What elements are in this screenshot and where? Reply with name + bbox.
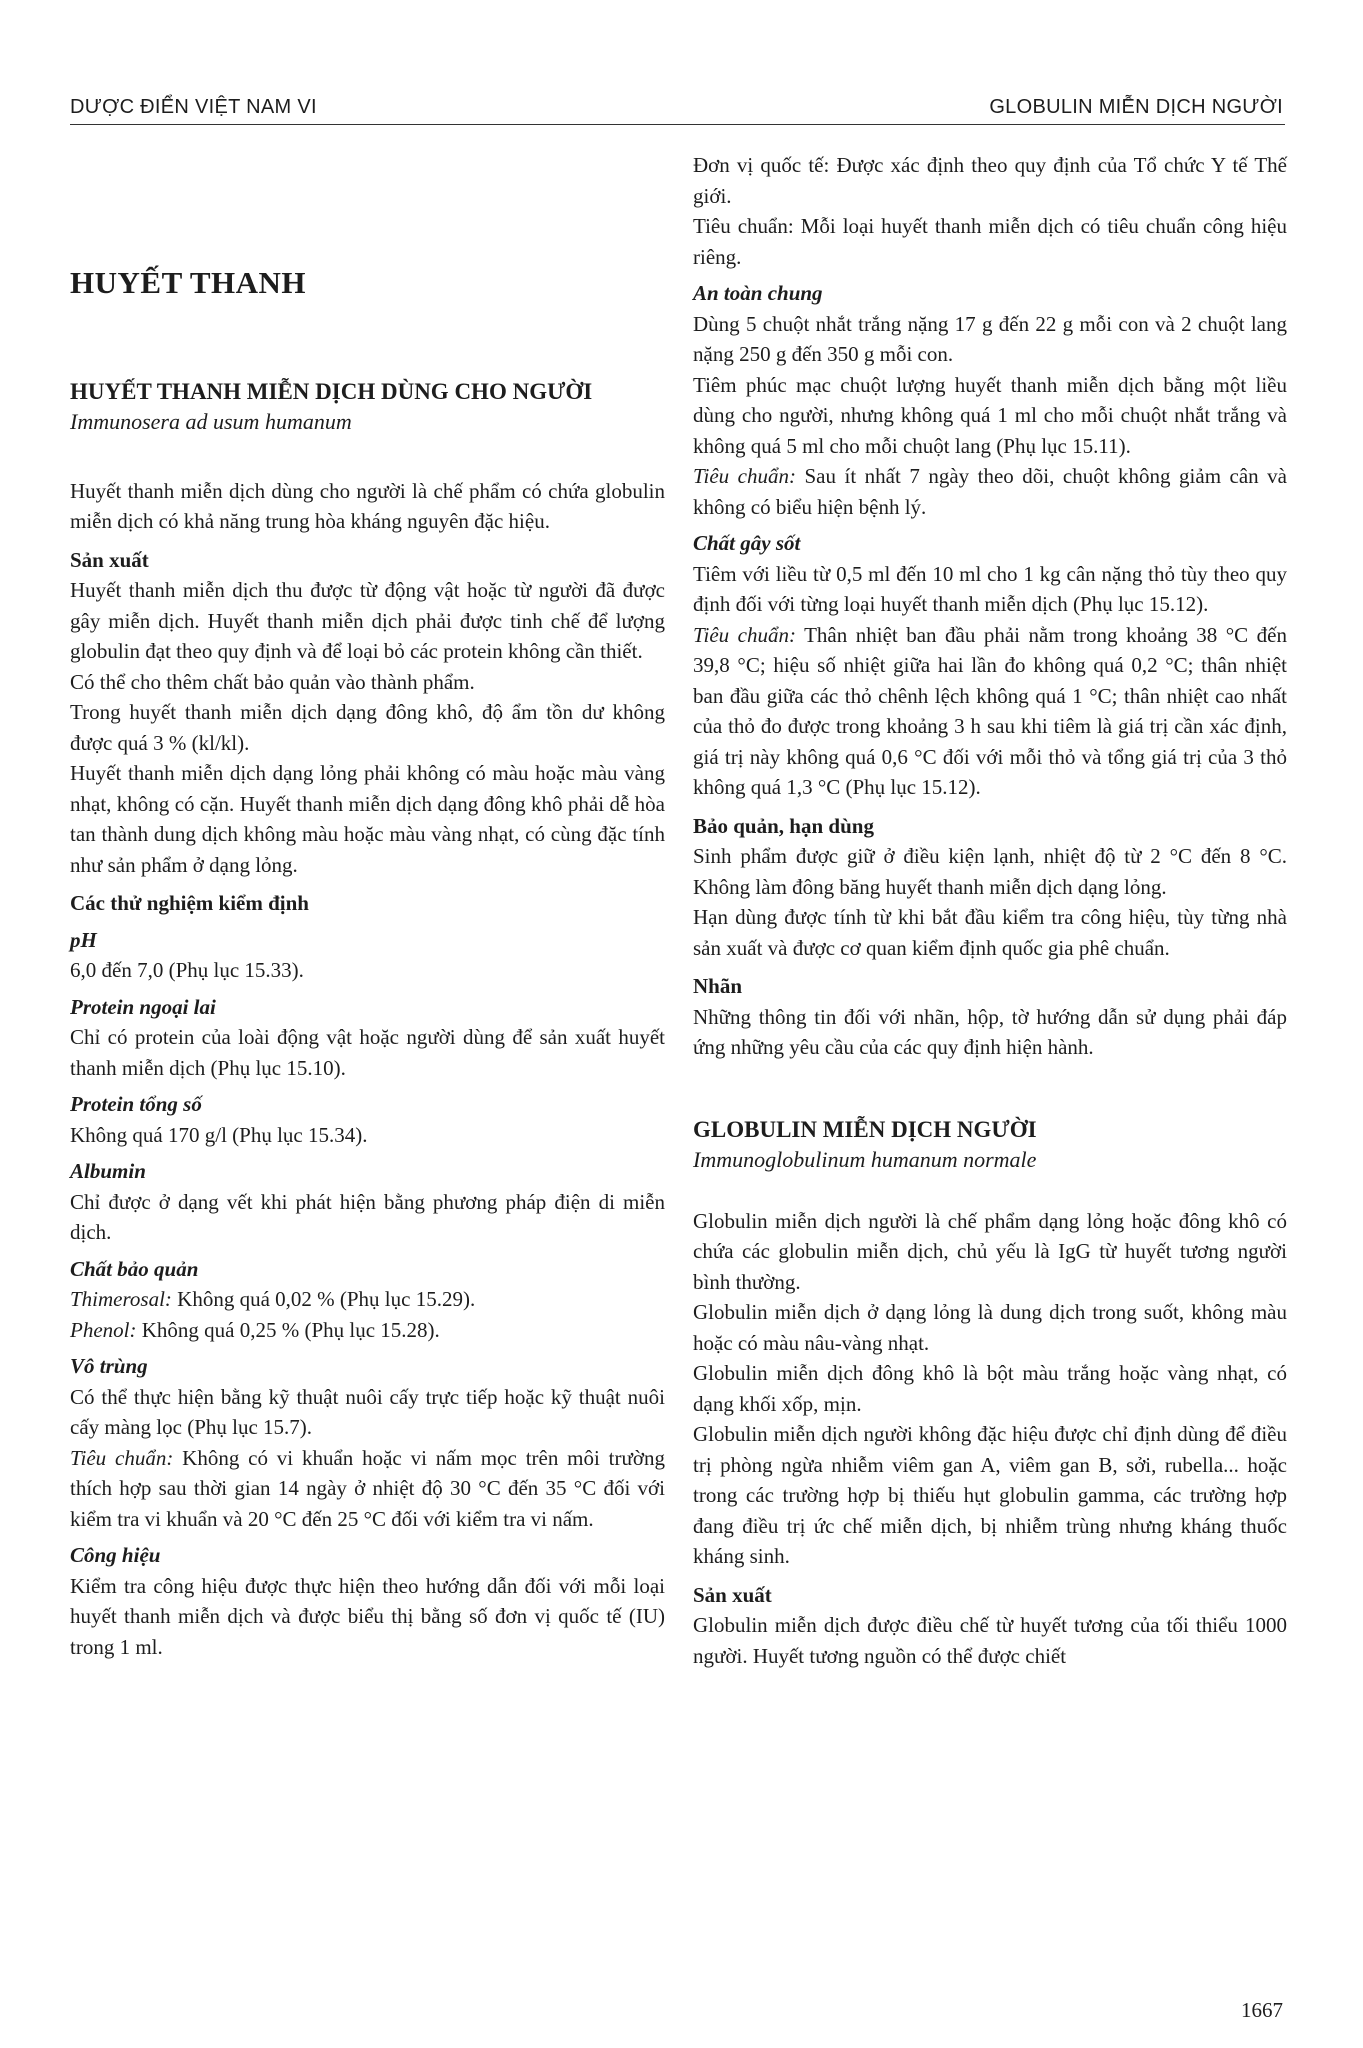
subheading-ph: pH [70, 927, 97, 952]
paragraph [693, 461, 1287, 522]
paragraph: Trong huyết thanh miễn dịch dạng đông khô, độ ẩm tồn dư không được quá 3 % (kl/kl). [70, 700, 665, 755]
subheading-an-toan-chung: An toàn chung [693, 281, 823, 305]
monograph-title: GLOBULIN MIỄN DỊCH NGƯỜI [693, 1116, 1037, 1142]
heading-nhan: Nhãn [693, 974, 743, 998]
inline-label: Tiêu chuẩn: [70, 1445, 174, 1470]
paragraph: Không quá 170 g/l (Phụ lục 15.34). [70, 1122, 368, 1147]
header-monograph-title: GLOBULIN MIỄN DỊCH NGƯỜI [989, 96, 1283, 118]
paragraph: Sinh phẩm được giữ ở điều kiện lạnh, nhiệt độ từ 2 °C đến 8 °C. Không làm đông băng huyết thanh miễn dịch dạng lỏng. [693, 844, 1287, 899]
subheading-vo-trung: Vô trùng [70, 1354, 148, 1378]
monograph-title: HUYẾT THANH MIỄN DỊCH DÙNG CHO NGƯỜI [70, 378, 593, 404]
left-column [70, 150, 665, 1662]
inline-text: Không có vi khuẩn hoặc vi nấm mọc trên môi trường thích hợp sau thời gian 14 ngày ở nhiệt độ 30 °C đến 35 °C đối với kiểm tra vi khuẩn và 20 °C đến 25 °C đối với kiểm tra vi nấm. [70, 1445, 665, 1531]
paragraph: Globulin miễn dịch người không đặc hiệu được chỉ định dùng để điều trị phòng ngừa nhiễm viêm gan A, viêm gan B, sởi, rubella... hoặc trong các trường hợp bị thiếu hụt globulin gamma, các trường hợp đang điều trị ức chế miễn dịch, bị nhiễm trùng nhưng kháng thuốc kháng sinh. [693, 1422, 1287, 1568]
paragraph: Globulin miễn dịch được điều chế từ huyết tương của tối thiểu 1000 người. Huyết tương nguồn có thể được chiết [693, 1613, 1287, 1668]
subheading-cong-hieu: Công hiệu [70, 1543, 161, 1567]
intro-paragraph: Huyết thanh miễn dịch dùng cho người là chế phẩm có chứa globulin miễn dịch có khả năng trung hòa kháng nguyên đặc hiệu. [70, 478, 665, 533]
paragraph [70, 1315, 665, 1346]
paragraph [70, 1443, 665, 1535]
section-title: HUYẾT THANH [70, 265, 307, 300]
inline-label: Tiêu chuẩn: [693, 622, 796, 647]
paragraph: Đơn vị quốc tế: Được xác định theo quy định của Tổ chức Y tế Thế giới. [693, 153, 1287, 208]
subheading-chat-gay-sot: Chất gây sốt [693, 531, 801, 555]
page-number: 1667 [1241, 1998, 1283, 2022]
heading-thu-nghiem: Các thử nghiệm kiểm định [70, 891, 309, 915]
right-column [693, 150, 1287, 1671]
paragraph: Có thể thực hiện bằng kỹ thuật nuôi cấy trực tiếp hoặc kỹ thuật nuôi cấy màng lọc (Phụ lục 15.7). [70, 1384, 665, 1439]
paragraph: Globulin miễn dịch đông khô là bột màu trắng hoặc vàng nhạt, có dạng khối xốp, mịn. [693, 1361, 1287, 1416]
paragraph: Tiêm với liều từ 0,5 ml đến 10 ml cho 1 kg cân nặng thỏ tùy theo quy định đối với từng loại huyết thanh miễn dịch (Phụ lục 15.12). [693, 561, 1287, 616]
paragraph: Tiêm phúc mạc chuột lượng huyết thanh miễn dịch bằng một liều dùng cho người, nhưng không quá 1 ml cho mỗi chuột nhắt trắng và không quá 5 ml cho mỗi chuột lang (Phụ lục 15.11). [693, 372, 1287, 458]
paragraph [70, 1284, 665, 1315]
paragraph: Kiểm tra công hiệu được thực hiện theo hướng dẫn đối với mỗi loại huyết thanh miễn dịch và được biểu thị bằng số đơn vị quốc tế (IU) trong 1 ml. [70, 1573, 665, 1659]
subheading-protein-ngoai-lai: Protein ngoại lai [70, 994, 216, 1019]
header-rule [70, 124, 1285, 125]
heading-bao-quan-han-dung: Bảo quản, hạn dùng [693, 813, 874, 838]
inline-label: Tiêu chuẩn: [693, 464, 796, 488]
paragraph: Globulin miễn dịch ở dạng lỏng là dung dịch trong suốt, không màu hoặc có màu nâu-vàng nhạt. [693, 1300, 1287, 1355]
inline-text: Sau ít nhất 7 ngày theo dõi, chuột không giảm cân và không có biểu hiện bệnh lý. [693, 464, 1287, 519]
paragraph: Hạn dùng được tính từ khi bắt đầu kiểm tra công hiệu, tùy từng nhà sản xuất và được cơ quan kiểm định quốc gia phê chuẩn. [693, 905, 1287, 960]
subheading-protein-tong-so: Protein tổng số [70, 1092, 202, 1116]
paragraph: Chỉ được ở dạng vết khi phát hiện bằng phương pháp điện di miễn dịch. [70, 1189, 665, 1244]
header-book-title: DƯỢC ĐIỂN VIỆT NAM VI [70, 96, 317, 118]
paragraph: Globulin miễn dịch người là chế phẩm dạng lỏng hoặc đông khô có chứa các globulin miễn dịch, chủ yếu là IgG từ huyết tương người bình thường. [693, 1208, 1287, 1294]
paragraph: 6,0 đến 7,0 (Phụ lục 15.33). [70, 958, 304, 982]
heading-san-xuat: Sản xuất [70, 547, 149, 572]
monograph-latin-name: Immunosera ad usum humanum [70, 409, 352, 434]
inline-text: Không quá 0,02 % (Phụ lục 15.29). [171, 1287, 476, 1311]
paragraph: Chỉ có protein của loài động vật hoặc người dùng để sản xuất huyết thanh miễn dịch (Phụ lục 15.10). [70, 1025, 665, 1080]
heading-san-xuat: Sản xuất [693, 1582, 772, 1607]
inline-text: Thân nhiệt ban đầu phải nằm trong khoảng 38 °C đến 39,8 °C; hiệu số nhiệt giữa hai lần đo không quá 0,2 °C; thân nhiệt ban đầu giữa các thỏ chênh lệch không quá 1 °C; thân nhiệt cao nhất của thỏ đo được trong khoảng 3 h sau khi tiêm là giá trị cần xác định, giá trị này không quá 0,6 °C đối với mỗi thỏ và tổng giá trị của 3 thỏ không quá 1,3 °C (Phụ lục 15.12). [693, 622, 1287, 799]
paragraph: Huyết thanh miễn dịch dạng lỏng phải không có màu hoặc màu vàng nhạt, không có cặn. Huyết thanh miễn dịch dạng đông khô phải dễ hòa tan thành dung dịch không màu hoặc màu vàng nhạt, có cùng đặc tính như sản phẩm ở dạng lỏng. [70, 761, 665, 877]
paragraph: Dùng 5 chuột nhắt trắng nặng 17 g đến 22 g mỗi con và 2 chuột lang nặng 250 g đến 350 g mỗi con. [693, 311, 1287, 366]
inline-label: Thimerosal: [70, 1287, 172, 1311]
monograph-latin-name: Immunoglobulinum humanum normale [693, 1147, 1037, 1172]
paragraph [693, 620, 1287, 803]
paragraph: Những thông tin đối với nhãn, hộp, tờ hướng dẫn sử dụng phải đáp ứng những yêu cầu của các quy định hiện hành. [693, 1004, 1287, 1059]
paragraph: Có thể cho thêm chất bảo quản vào thành phẩm. [70, 669, 475, 694]
inline-text: Không quá 0,25 % (Phụ lục 15.28). [136, 1317, 440, 1342]
subheading-chat-bao-quan: Chất bảo quản [70, 1256, 199, 1281]
inline-label: Phenol: [70, 1317, 137, 1342]
paragraph: Huyết thanh miễn dịch thu được từ động vật hoặc từ người đã được gây miễn dịch. Huyết thanh miễn dịch phải được tinh chế để lượng globulin đạt theo quy định và để loại bỏ các protein không cần thiết. [70, 578, 665, 663]
paragraph: Tiêu chuẩn: Mỗi loại huyết thanh miễn dịch có tiêu chuẩn công hiệu riêng. [693, 214, 1287, 269]
subheading-albumin: Albumin [70, 1159, 146, 1183]
